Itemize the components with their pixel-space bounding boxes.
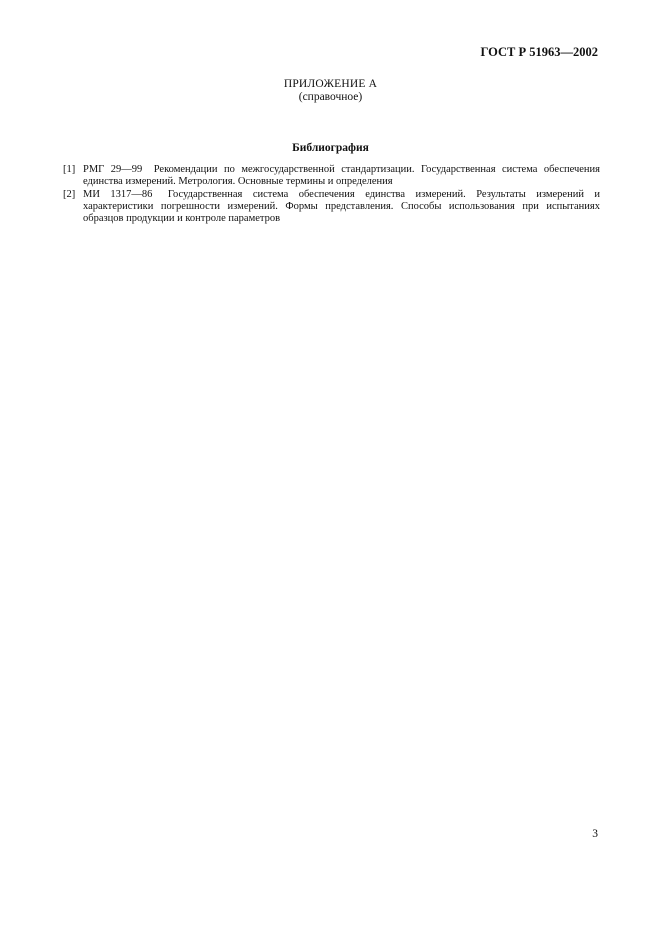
page-number: 3 <box>592 828 598 840</box>
annex-type: (справочное) <box>298 91 363 103</box>
bibliography-item-text: Рекомендации по межгосударственной стандартизации. Государственная система обеспечения единства измерений. Метрология. Основные термины и определения <box>83 164 601 188</box>
bibliography-heading: Библиография <box>292 142 369 154</box>
bibliography-item-number: [2] <box>63 188 76 200</box>
bibliography-item-number: [1] <box>63 164 76 175</box>
bibliography-item <box>63 189 600 226</box>
bibliography-item-code: МИ 1317—86 <box>83 188 153 200</box>
bibliography-item <box>63 164 600 189</box>
bibliography-list <box>63 164 600 225</box>
annex-title: ПРИЛОЖЕНИЕ А <box>283 78 378 90</box>
bibliography-item-text: Государственная система обеспечения единства измерений. Результаты измерений и характеристики погрешности измерений. Формы представления. Способы использования при испытаниях образцов продукции и контроле параметров <box>83 188 601 225</box>
document-code: ГОСТ Р 51963—2002 <box>480 45 598 59</box>
bibliography-item-code: РМГ 29—99 <box>83 164 143 175</box>
